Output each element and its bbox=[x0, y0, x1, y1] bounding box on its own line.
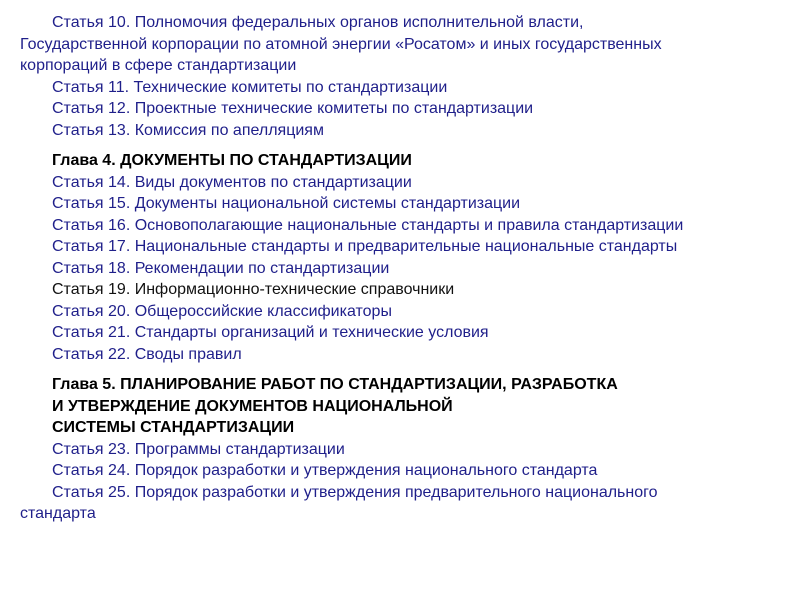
chapter-5-title-line-2: И УТВЕРЖДЕНИЕ ДОКУМЕНТОВ НАЦИОНАЛЬНОЙ bbox=[52, 397, 453, 415]
article-21: Статья 21. Стандарты организаций и технические условия bbox=[52, 324, 489, 341]
article-17: Статья 17. Национальные стандарты и предварительные национальные стандарты bbox=[52, 238, 678, 255]
article-10-line-3: корпораций в сфере стандартизации bbox=[20, 57, 297, 74]
article-15: Статья 15. Документы национальной системы стандартизации bbox=[52, 195, 521, 212]
article-11: Статья 11. Технические комитеты по стандартизации bbox=[52, 78, 448, 96]
article-23: Статья 23. Программы стандартизации bbox=[52, 440, 345, 458]
article-18: Статья 18. Рекомендации по стандартизации bbox=[52, 259, 390, 277]
article-20: Статья 20. Общероссийские классификаторы bbox=[52, 302, 392, 320]
document-body bbox=[20, 12, 780, 525]
article-14: Статья 14. Виды документов по стандартизации bbox=[52, 173, 412, 191]
article-25 bbox=[20, 482, 780, 525]
article-13: Статья 13. Комиссия по апелляциям bbox=[52, 121, 324, 139]
chapter-5-title bbox=[20, 374, 780, 439]
chapter-5-title-line-1: Глава 5. ПЛАНИРОВАНИЕ РАБОТ ПО СТАНДАРТИЗАЦИИ, РАЗРАБОТКА bbox=[52, 376, 618, 393]
chapter-4-title: Глава 4. ДОКУМЕНТЫ ПО СТАНДАРТИЗАЦИИ bbox=[52, 152, 412, 169]
article-10-line-2: Государственной корпорации по атомной энергии «Росатом» и иных государственных bbox=[20, 35, 662, 53]
article-25-line-1: Статья 25. Порядок разработки и утверждения предварительного национального bbox=[52, 483, 658, 501]
article-12: Статья 12. Проектные технические комитеты по стандартизации bbox=[52, 100, 534, 117]
article-25-line-2: стандарта bbox=[20, 505, 96, 522]
chapter-5-title-line-3: СИСТЕМЫ СТАНДАРТИЗАЦИИ bbox=[52, 419, 295, 436]
article-24: Статья 24. Порядок разработки и утверждения национального стандарта bbox=[52, 462, 598, 479]
article-16: Статья 16. Основополагающие национальные стандарты и правила стандартизации bbox=[52, 216, 684, 234]
article-19: Статья 19. Информационно-технические справочники bbox=[52, 281, 455, 298]
article-10 bbox=[20, 12, 780, 77]
article-22: Статья 22. Своды правил bbox=[52, 345, 242, 363]
article-10-line-1: Статья 10. Полномочия федеральных органов исполнительной власти, bbox=[52, 14, 584, 31]
